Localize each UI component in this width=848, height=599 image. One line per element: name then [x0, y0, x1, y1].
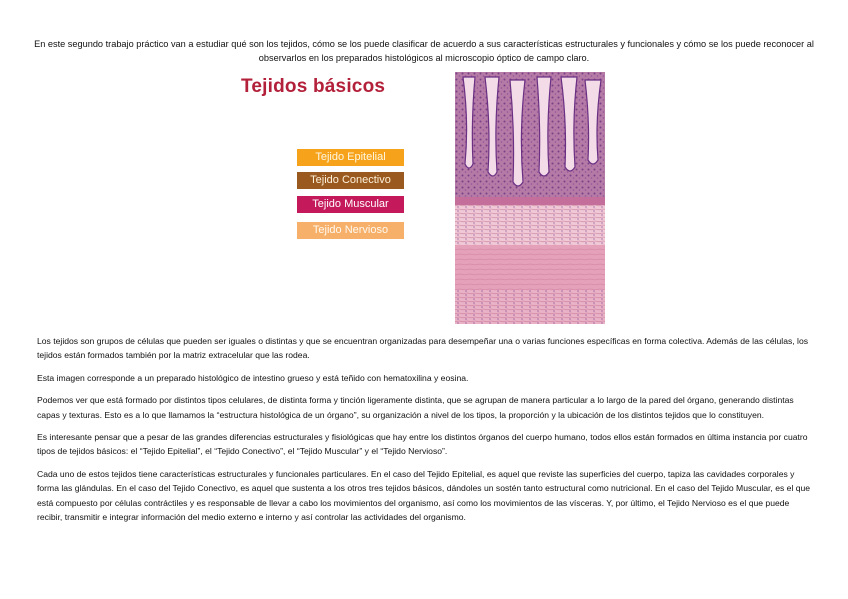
- paragraph: Cada uno de estos tejidos tiene características estructurales y funcionales particulares. En el caso del Tejido Epitelial, es aquel que reviste las superficies del cuerpo, tapiza las cavidades corporales y forma las glándulas. En el caso del Tejido Conectivo, es aquel que sustenta a los otros tres tejidos básicos, dándoles un sostén tanto estructural como nutricional. En el caso del Tejido Muscular, es el que está compuesto por células contráctiles y es responsable de llevar a cabo los movimientos del organismo, así como los movimientos de las vísceras. Y, por último, el Tejido Nervioso es el que puede recibir, transmitir e integrar información del medio externo e interno y así controlar las actividades del organismo.: [37, 468, 811, 523]
- tejido-conectivo-button[interactable]: Tejido Conectivo: [297, 172, 404, 189]
- tejido-muscular-button[interactable]: Tejido Muscular: [297, 196, 404, 213]
- tejido-epitelial-button[interactable]: Tejido Epitelial: [297, 149, 404, 166]
- paragraph: Podemos ver que está formado por distintos tipos celulares, de distinta forma y tinción ligeramente distinta, que se agrupan de manera particular a lo largo de la pared del órgano, generando distintas capas y texturas. Esto es a lo que llamamos la “estructura histológica de un órgano”, su organización a nivel de los tipos, la proporción y la ubicación de los distintos tejidos que lo constituyen.: [37, 395, 794, 420]
- intro-paragraph: En este segundo trabajo práctico van a estudiar qué son los tejidos, cómo se los puede clasificar de acuerdo a sus características estructurales y funcionales y cómo se los puede reconocer al observarlos en los preparados histológicos al microscopio óptico de campo claro.: [34, 39, 814, 63]
- figure-title: Tejidos básicos: [241, 76, 386, 97]
- paragraph: Es interesante pensar que a pesar de las grandes diferencias estructurales y fisiológicas que hay entre los distintos órganos del cuerpo humano, todos ellos están formados en última instancia por cuatro tipos de tejidos básicos: el “Tejido Epitelial”, el “Tejido Conectivo”, el “Tejido Muscular” y el “Tejido Nervioso”.: [37, 432, 808, 457]
- paragraph: Esta imagen corresponde a un preparado histológico de intestino grueso y está teñido con hematoxilina y eosina.: [37, 372, 469, 383]
- body-text: [37, 334, 813, 532]
- histology-micrograph: [455, 72, 605, 324]
- tejido-nervioso-button[interactable]: Tejido Nervioso: [297, 222, 404, 239]
- paragraph: Los tejidos son grupos de células que pueden ser iguales o distintas y que se encuentran organizadas para desempeñar una o varias funciones específicas en forma colectiva. Además de las células, los tejidos están formados también por la matriz extracelular que las rodea.: [37, 336, 809, 361]
